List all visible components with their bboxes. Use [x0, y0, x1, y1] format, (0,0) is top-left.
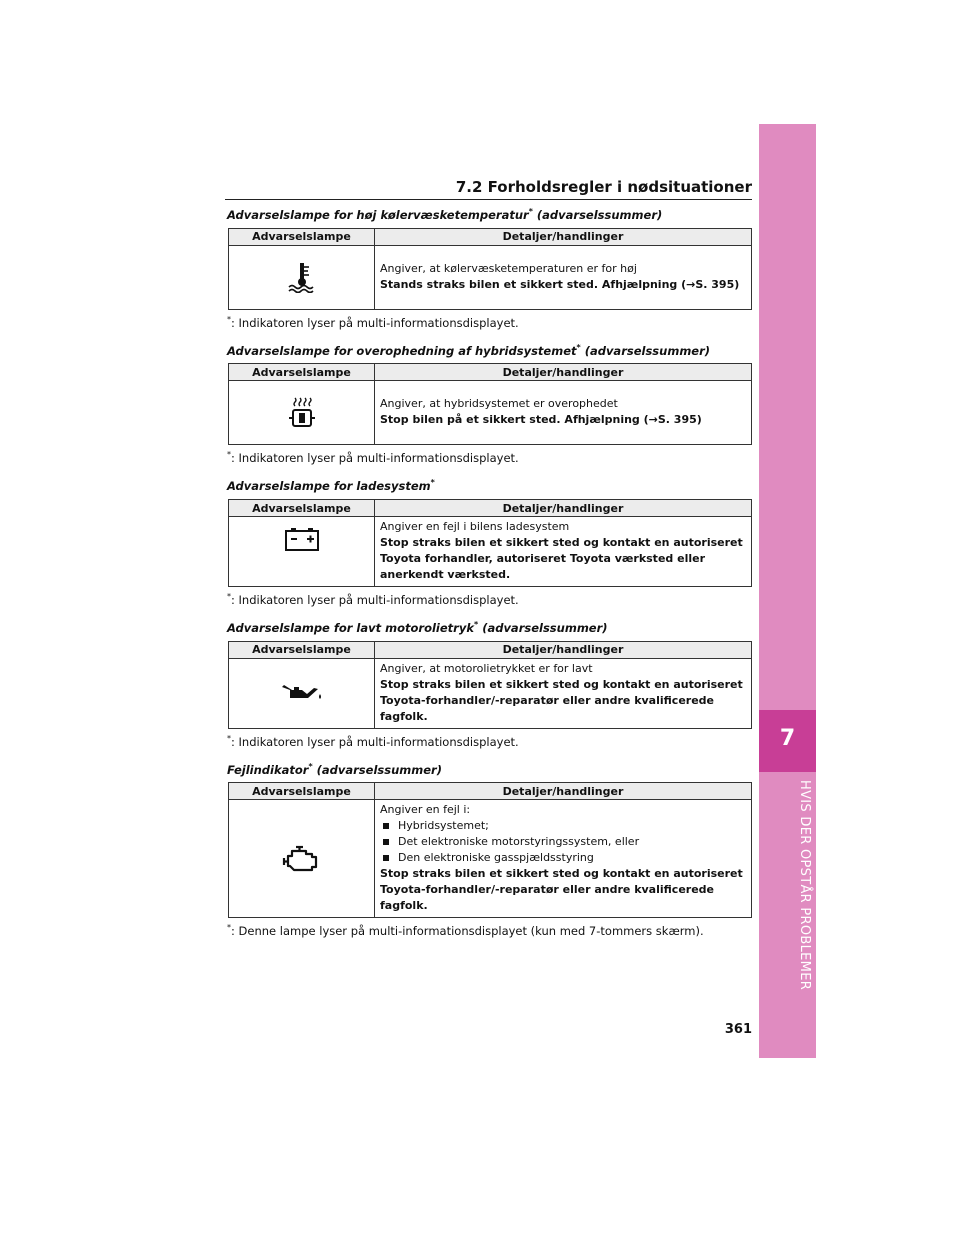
page-content	[227, 207, 752, 951]
section-title: Advarselslampe for ladesystem*	[227, 478, 435, 494]
column-header: Detaljer/handlinger	[375, 783, 752, 800]
warning-table: Advarselslampe Detaljer/handlinger Angiver, at kølervæsketemperaturen er for høj Stands straks bilen et sikkert sted. Afhjælpning (→S. 395)	[228, 228, 752, 310]
section-header: 7.2 Forholdsregler i nødsituationer	[455, 178, 752, 196]
column-header: Detaljer/handlinger	[375, 364, 752, 381]
warning-table: Advarselslampe Detaljer/handlinger Angiver en fejl i bilens ladesystem Stop straks bilen et sikkert sted og kontakt en autoriseret Toyota forhandler, autoriseret Toyota værksted eller anerkendt værksted.	[228, 499, 752, 587]
warning-table: Advarselslampe Detaljer/handlinger Angiver, at hybridsystemet er overophedet Stop bilen på et sikkert sted. Afhjælpning (→S. 395)	[228, 363, 752, 445]
battery-icon	[284, 527, 320, 551]
header-divider	[225, 199, 752, 200]
coolant-temperature-icon	[287, 261, 317, 293]
footnote: *: Indikatoren lyser på multi-informationsdisplayet.	[227, 733, 519, 749]
column-header: Advarselslampe	[229, 364, 375, 381]
section-title: Advarselslampe for lavt motorolietryk* (advarselssummer)	[227, 619, 608, 635]
column-header: Detaljer/handlinger	[375, 641, 752, 658]
check-engine-icon	[282, 845, 322, 873]
column-header: Advarselslampe	[229, 783, 375, 800]
list-item: Den elektroniske gasspjældsstyring	[380, 850, 745, 866]
oil-pressure-icon	[280, 682, 324, 704]
chapter-number: 7	[779, 726, 796, 751]
column-header: Detaljer/handlinger	[375, 500, 752, 517]
warning-table: Advarselslampe Detaljer/handlinger Angiver en fejl i: Hybridsystemet; Det elektroniske motorstyringssystem, eller Den elektroniske gasspjældsstyring Stop straks bilen et sikkert sted og kontakt en autoriseret Toyota-forhandler/-reparatør eller andre kvalificerede fagfolk.	[228, 782, 752, 918]
column-header: Detaljer/handlinger	[375, 228, 752, 245]
column-header: Advarselslampe	[229, 500, 375, 517]
fault-list	[380, 818, 745, 866]
page-number: 361	[724, 1022, 752, 1037]
footnote: *: Indikatoren lyser på multi-informationsdisplayet.	[227, 314, 519, 330]
footnote: *: Denne lampe lyser på multi-informationsdisplayet (kun med 7-tommers skærm).	[227, 923, 704, 939]
section-title: Advarselslampe for høj kølervæsketemperatur* (advarselssummer)	[227, 207, 663, 222]
list-item: Hybridsystemet;	[380, 818, 745, 834]
footnote: *: Indikatoren lyser på multi-informationsdisplayet.	[227, 592, 519, 607]
list-item: Det elektroniske motorstyringssystem, eller	[380, 834, 745, 850]
column-header: Advarselslampe	[229, 228, 375, 245]
section-title: Advarselslampe for overophedning af hybridsystemet* (advarselssummer)	[227, 342, 711, 358]
chapter-title: HVIS DER OPSTÅR PROBLEMER	[797, 780, 812, 991]
footnote: *: Indikatoren lyser på multi-informationsdisplayet.	[227, 450, 519, 466]
section-title: Fejlindikator* (advarselssummer)	[227, 761, 442, 777]
hybrid-overheat-icon	[287, 396, 317, 430]
column-header: Advarselslampe	[229, 641, 375, 658]
warning-table: Advarselslampe Detaljer/handlinger Angiver, at motorolietrykket er for lavt Stop straks bilen et sikkert sted og kontakt en autoriseret Toyota-forhandler/-reparatør eller andre kvalificerede fagfolk.	[228, 641, 752, 729]
